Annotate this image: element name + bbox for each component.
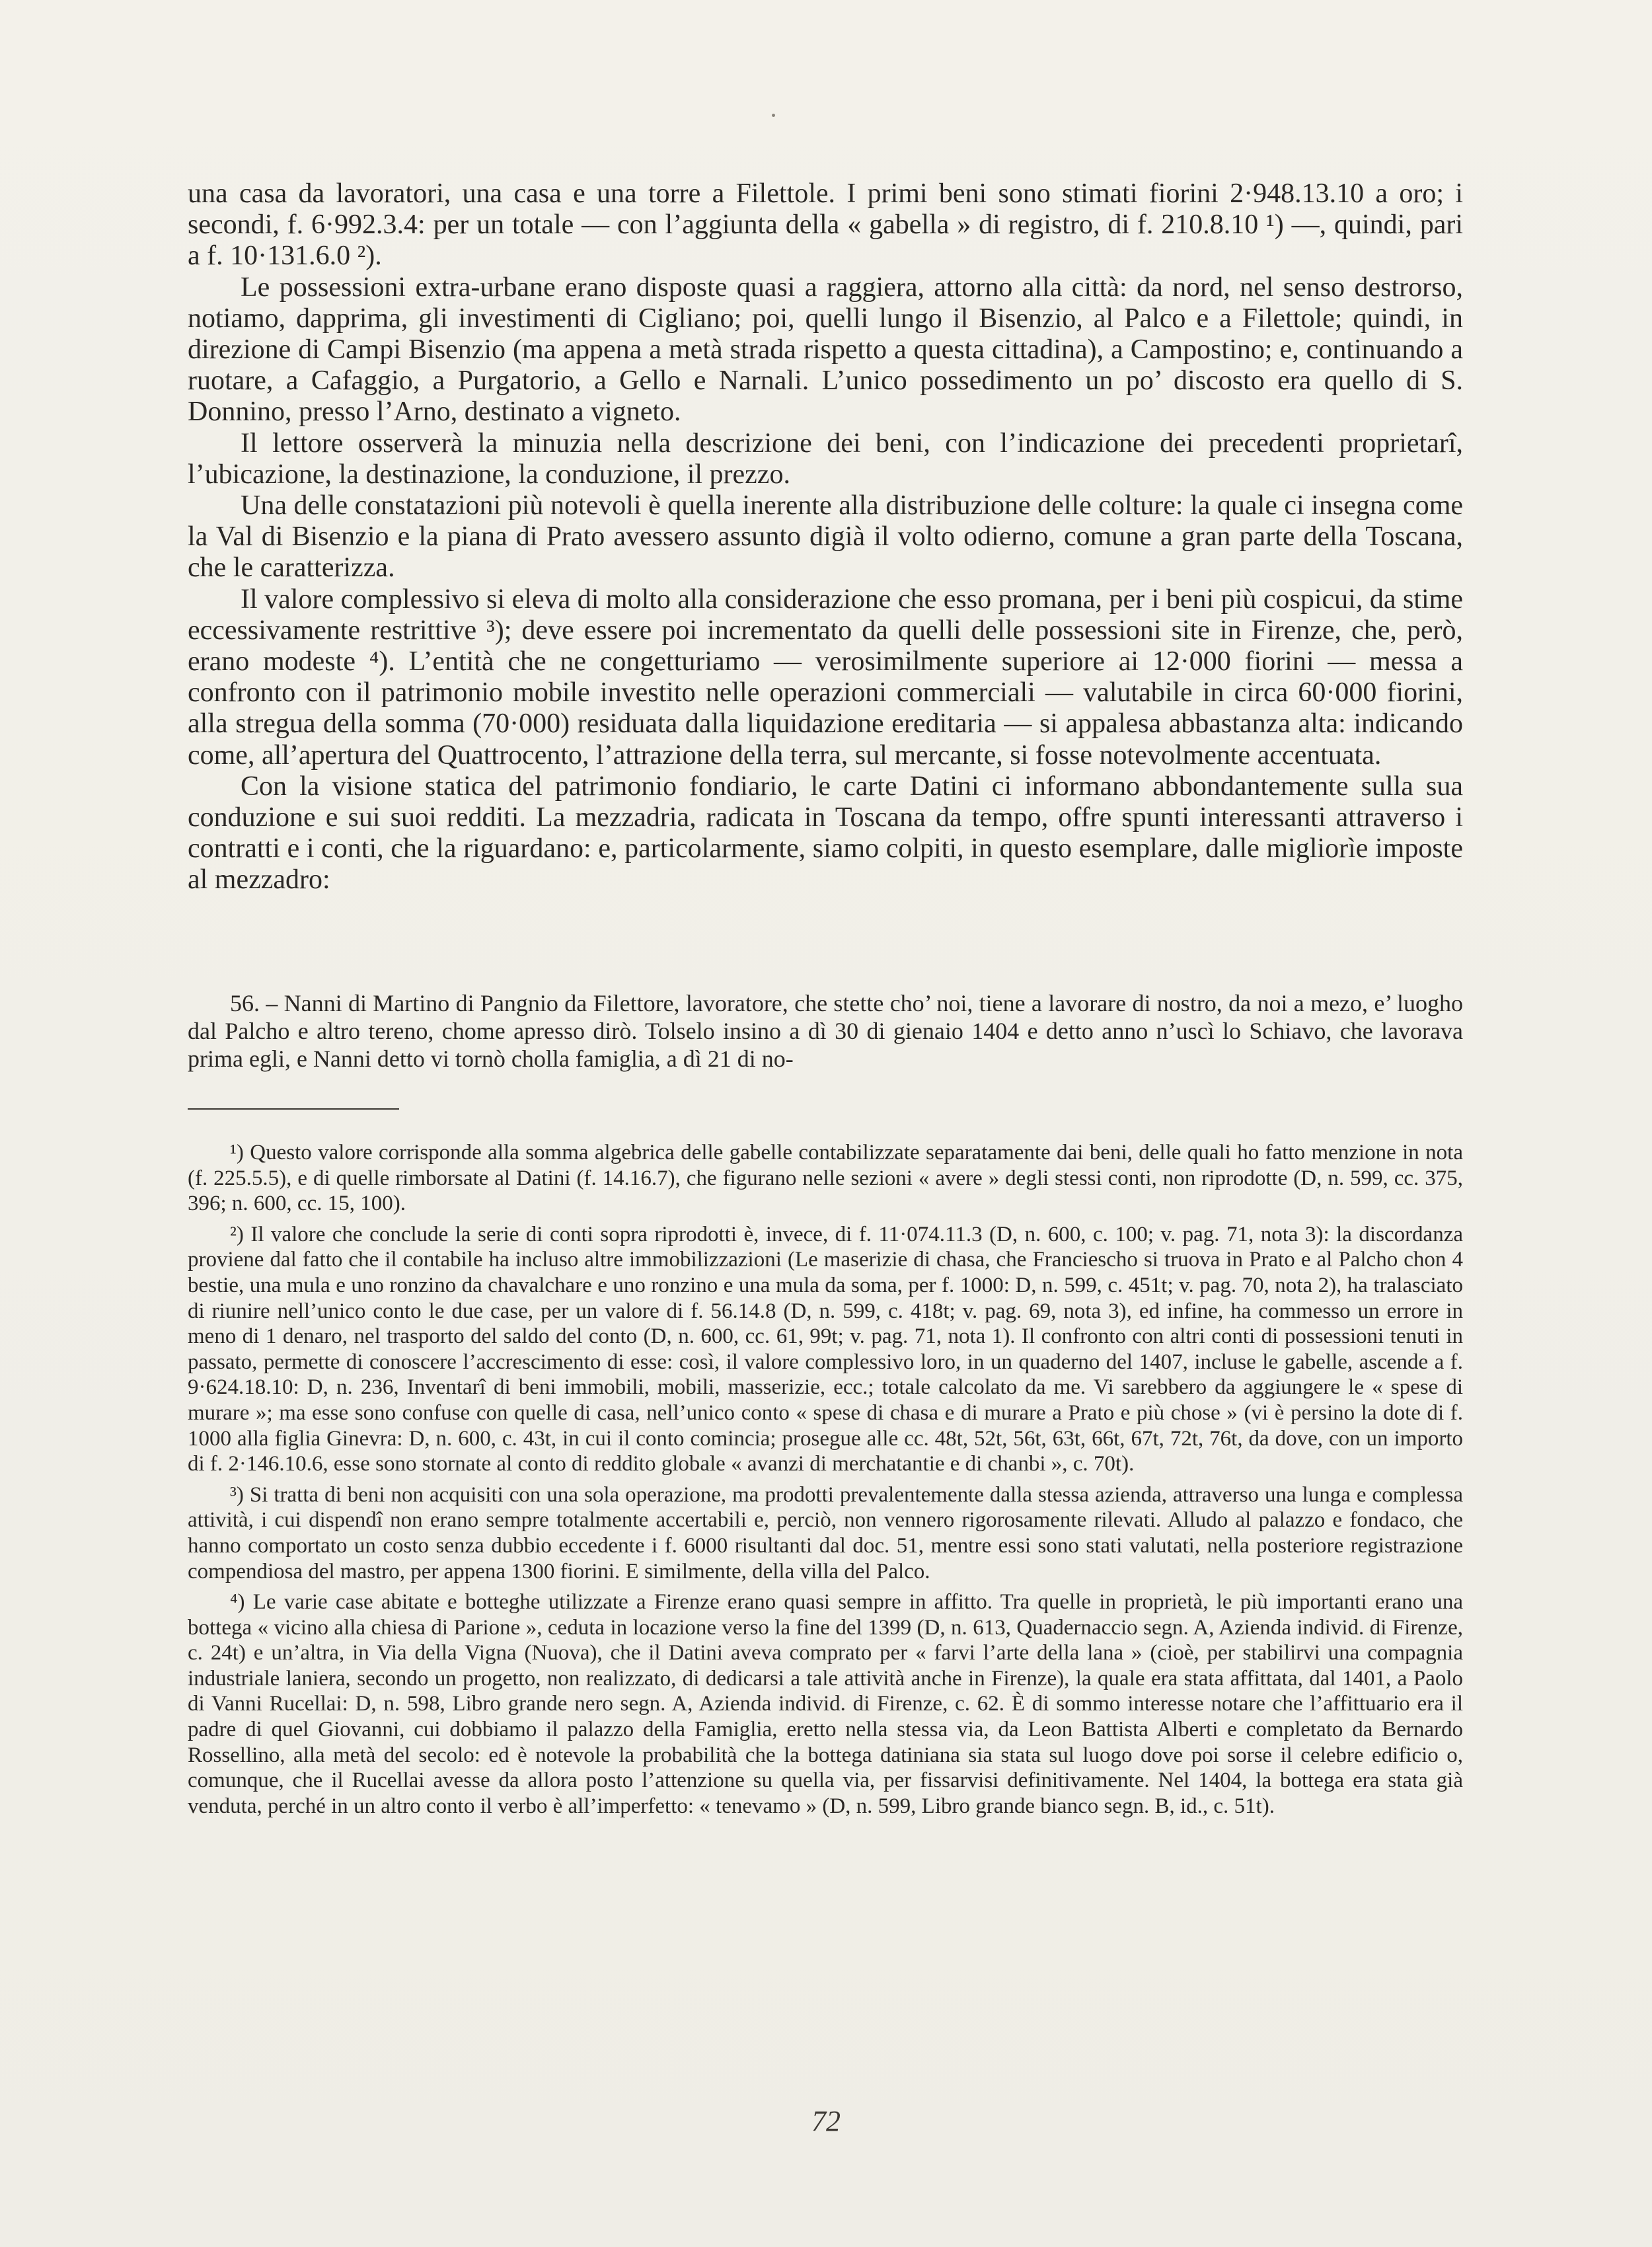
footnote-separator xyxy=(188,1108,399,1110)
paragraph: una casa da lavoratori, una casa e una torre a Filettole. I primi beni sono stimati fiorini 2·948.13.10 a oro; i secondi, f. 6·992.3.4: per un totale — con l’aggiunta della « gabella » di registro, di f. 210.8.10 ¹) —, quindi, pari a f. 10·131.6.0 ²). xyxy=(188,178,1463,272)
ink-dot xyxy=(772,114,775,117)
paragraph: Il valore complessivo si eleva di molto alla considerazione che esso promana, per i beni più cospicui, da stime eccessivamente restrittive ³); deve essere poi incrementato da quelli delle possessioni site in Firenze, che, però, erano modeste ⁴). L’entità che ne congetturiamo — verosimilmente superiore ai 12·000 fiorini — messa a confronto con il patrimonio mobile investito nelle operazioni commerciali — valutabile in circa 60·000 fiorini, alla stregua della somma (70·000) residuata dalla liquidazione ereditaria — si appalesa abbastanza alta: indicando come, all’apertura del Quattrocento, l’attrazione della terra, sul mercante, si fosse notevolmente accentuata. xyxy=(188,584,1463,771)
footnote-3: ³) Si tratta di beni non acquisiti con una sola operazione, ma prodotti prevalentemente dalla stessa azienda, attraverso una lunga e complessa attività, i cui dispendî non erano sempre totalmente accertabili e, perciò, non vennero rigorosamente rilevati. Alludo al palazzo e fondaco, che hanno comportato un costo senza dubbio eccedente i f. 6000 risultanti dal doc. 51, mentre essi sono stati valutati, nella posteriore registrazione compendiosa del mastro, per appena 1300 fiorini. E similmente, della villa del Palco. xyxy=(188,1482,1463,1583)
paragraph: Le possessioni extra-urbane erano disposte quasi a raggiera, attorno alla città: da nord, nel senso destrorso, notiamo, dapprima, gli investimenti di Cigliano; poi, quelli lungo il Bisenzio, al Palco e a Filettole; quindi, in direzione di Campi Bisenzio (ma appena a metà strada rispetto a questa cittadina), a Campostino; e, continuando a ruotare, a Cafaggio, a Purgatorio, a Gello e Narnali. L’unico possedimento un po’ discosto era quello di S. Donnino, presso l’Arno, destinato a vigneto. xyxy=(188,272,1463,428)
paragraph: Con la visione statica del patrimonio fondiario, le carte Datini ci informano abbondantemente sulla sua conduzione e sui suoi redditi. La mezzadria, radicata in Toscana da tempo, offre spunti interessanti attraverso i contratti e i conti, che la riguardano: e, particolarmente, siamo colpiti, in questo esemplare, dalle migliorìe imposte al mezzadro: xyxy=(188,771,1463,895)
main-text xyxy=(188,178,1463,896)
footnote-2: ²) Il valore che conclude la serie di conti sopra riprodotti è, invece, di f. 11·074.11.3 (D, n. 600, c. 100; v. pag. 71, nota 3): la discordanza proviene dal fatto che il contabile ha incluso altre immobilizzazioni (Le maserizie di chasa, che Franciescho si truova in Prato e al Palcho chon 4 bestie, una mula e uno ronzino da chavalchare e uno ronzino e una mula da soma, per f. 1000: D, n. 599, c. 451t; v. pag. 70, nota 2), ha tralasciato di riunire nell’unico conto le due case, per un valore di f. 56.14.8 (D, n. 599, c. 418t; v. pag. 69, nota 3), ed infine, ha commesso un errore in meno di 1 denaro, nel trasporto del saldo del conto (D, n. 600, cc. 61, 99t; v. pag. 71, nota 1). Il confronto con altri conti di possessioni tenuti in passato, permette di conoscere l’accrescimento di esse: così, il valore complessivo loro, in un quaderno del 1407, incluse le gabelle, ascende a f. 9·624.18.10: D, n. 236, Inventarî di beni immobili, mobili, masserizie, ecc.; totale calcolato da me. Vi sarebbero da aggiungere le « spese di murare »; ma esse sono confuse con quelle di casa, nell’unico conto « spese di chasa e di murare a Prato e più chose » (vi è persino la dote di f. 1000 alla figlia Ginevra: D, n. 600, c. 43t, in cui il conto comincia; prosegue alle cc. 48t, 52t, 56t, 63t, 66t, 67t, 72t, 76t, da dove, con un importo di f. 2·146.10.6, esse sono stornate al conto di reddito globale « avanzi di merchatantie e di chanbi », c. 70t). xyxy=(188,1222,1463,1476)
footnote-4: ⁴) Le varie case abitate e botteghe utilizzate a Firenze erano quasi sempre in affitto. Tra quelle in proprietà, le più importanti erano una bottega « vicino alla chiesa di Parione », ceduta in locazione verso la fine del 1399 (D, n. 613, Quadernaccio segn. A, Azienda individ. di Firenze, c. 24t) e un’altra, in Via della Vigna (Nuova), che il Datini aveva comprato per « farvi l’arte della lana » (cioè, per stabilirvi una compagnia industriale laniera, secondo un progetto, non realizzato, di dedicarsi a tale attività anche in Firenze), la quale era stata affittata, dal 1401, a Paolo di Vanni Rucellai: D, n. 598, Libro grande nero segn. A, Azienda individ. di Firenze, c. 62. È di sommo interesse notare che l’affittuario era il padre di quel Giovanni, cui dobbiamo il palazzo della Famiglia, eretto nella stessa via, da Leon Battista Alberti e completato da Bernardo Rossellino, alla metà del secolo: ed è notevole la probabilità che la bottega datiniana sia stata sul luogo dove poi sorse il celebre edificio o, comunque, che il Rucellai avesse da allora posto l’attenzione su quella via, per fissarvisi definitivamente. Nel 1404, la bottega era stata già venduta, perché in un altro conto il verbo è all’imperfetto: « tenevamo » (D, n. 599, Libro grande bianco segn. B, id., c. 51t). xyxy=(188,1590,1463,1818)
quote-text: 56. – Nanni di Martino di Pangnio da Filettore, lavoratore, che stette cho’ noi, tiene a lavorare di nostro, da noi a mezo, e’ luogho dal Palcho e altro tereno, chome apresso dirò. Tolselo insino a dì 30 di gienaio 1404 e detto anno n’uscì lo Schiavo, che lavorava prima egli, e Nanni detto vi tornò cholla famiglia, a dì 21 di no- xyxy=(188,990,1463,1072)
footnote-1: ¹) Questo valore corrisponde alla somma algebrica delle gabelle contabilizzate separatamente dai beni, delle quali ho fatto menzione in nota (f. 225.5.5), e di quelle rimborsate al Datini (f. 14.16.7), che figurano nelle sezioni « avere » degli stessi conti, non riprodotte (D, n. 599, cc. 375, 396; n. 600, cc. 15, 100). xyxy=(188,1141,1463,1216)
page-number: 72 xyxy=(811,2105,841,2137)
paragraph: Una delle constatazioni più notevoli è quella inerente alla distribuzione delle colture: la quale ci insegna come la Val di Bisenzio e la piana di Prato avessero assunto digià il volto odierno, comune a gran parte della Toscana, che le caratterizza. xyxy=(188,490,1463,584)
paragraph: Il lettore osserverà la minuzia nella descrizione dei beni, con l’indicazione dei precedenti proprietarî, l’ubicazione, la destinazione, la conduzione, il prezzo. xyxy=(188,428,1463,490)
footnotes xyxy=(188,1140,1463,1824)
document-quote xyxy=(188,989,1463,1073)
